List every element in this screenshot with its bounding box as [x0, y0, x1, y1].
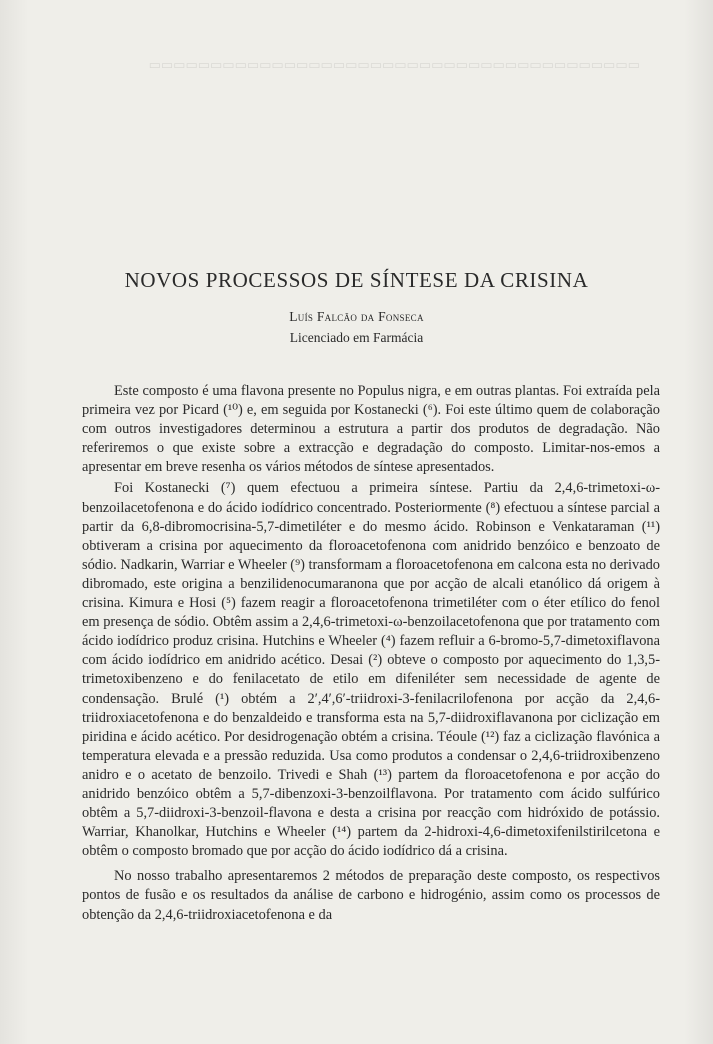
paragraph-our-work: No nosso trabalho apresentaremos 2 métodos de preparação deste composto, os respectivos pontos de fusão e os resultados da análise de carbono e hidrogénio, assim como os processos de obtenção da 2,4,6-triidroxiacetofenona e da: [82, 868, 660, 923]
article-body: [82, 382, 660, 925]
paragraph-intro: Este composto é uma flavona presente no Populus nigra, e em outras plantas. Foi extraída pela primeira vez por Picard (¹⁰) e, em seguida por Kostanecki (⁶). Foi este último quem de colaboração com outros investigadores determinou a estrutura a partir dos produtos de degradação. Não referiremos o que existe sobre a extracção e degradação do composto. Limitar-nos-emos a apresentar em breve resenha os vários métodos de síntese apresentados.: [82, 383, 660, 476]
author-affiliation: Licenciado em Farmácia: [289, 330, 424, 345]
paragraph-synthesis-history: Foi Kostanecki (⁷) quem efectuou a primeira síntese. Partiu da 2,4,6-trimetoxi-ω-benzoilacetofenona e do ácido iodídrico concentrado. Posteriormente (⁸) efectuou a síntese parcial a partir da 6,8-dibromocrisina-5,7-dimetiléter e do mesmo ácido. Robinson e Venkataraman (¹¹) obtiveram a crisina por aquecimento da floroacetofenona com anidrido benzóico e benzoato de sódio. Nadkarin, Warriar e Wheeler (⁹) transformam a floroacetofenona em calcona esta no derivado dibromado, este origina a benzilidenocumaranona que por acção de alcali etanólico dá origem à crisina. Kimura e Hosi (⁵) fazem reagir a floroacetofenona trimetiléter com o éter etílico do fenol em presença de sódio. Obtêm assim a 2,4,6-trimetoxi-ω-benzoilacetofenona que por tratamento com ácido iodídrico produz crisina. Hutchins e Wheeler (⁴) fazem refluir a 6-bromo-5,7-dimetoxiflavona com ácido iodídrico em anidrido acético. Desai (²) obteve o composto por aquecimento do 1,3,5-trimetoxibenzeno e do fenilacetato de etilo em difeniléter sem necessidade de agente de condensação. Brulé (¹) obtém a 2′,4′,6′-triidroxi-3-fenilacrilofenona por acção da 2,4,6-triidroxiacetofenona e do benzaldeido e transforma esta na 5,7-diidroxiflavanona por ciclização em piridina e ácido acético. Por desidrogenação obtém a crisina. Téoule (¹²) faz a ciclização flavónica a temperatura elevada e a pressão reduzida. Usa como produtos a condensar o 2,4,6-triidroxibenzeno anidro e o acetato de benzoilo. Trivedi e Shah (¹³) partem da floroacetofenona e por acção do anidrido benzóico obtêm a 5,7-dibenzoxi-3-benzoilflavona. Por tratamento com ácido sulfúrico obtêm a 5,7-diidroxi-3-benzoil-flavona e desta a crisina por reacção com hidróxido de potássio. Warriar, Khanolkar, Hutchins e Wheeler (¹⁴) partem da 2-hidroxi-4,6-dimetoxifenilstirilcetona e obtêm o composto bromado que por acção do ácido iodídrico dá a crisina.: [82, 480, 660, 860]
article-title: NOVOS PROCESSOS DE SÍNTESE DA CRISINA: [124, 268, 589, 292]
show-through-text: ▭▭▭▭▭▭▭▭▭▭▭▭▭▭▭▭▭▭▭▭▭▭▭▭▭▭▭▭▭▭▭▭▭▭▭▭▭▭▭▭: [148, 57, 640, 72]
author-name: Luís Falcão da Fonseca: [289, 309, 424, 324]
